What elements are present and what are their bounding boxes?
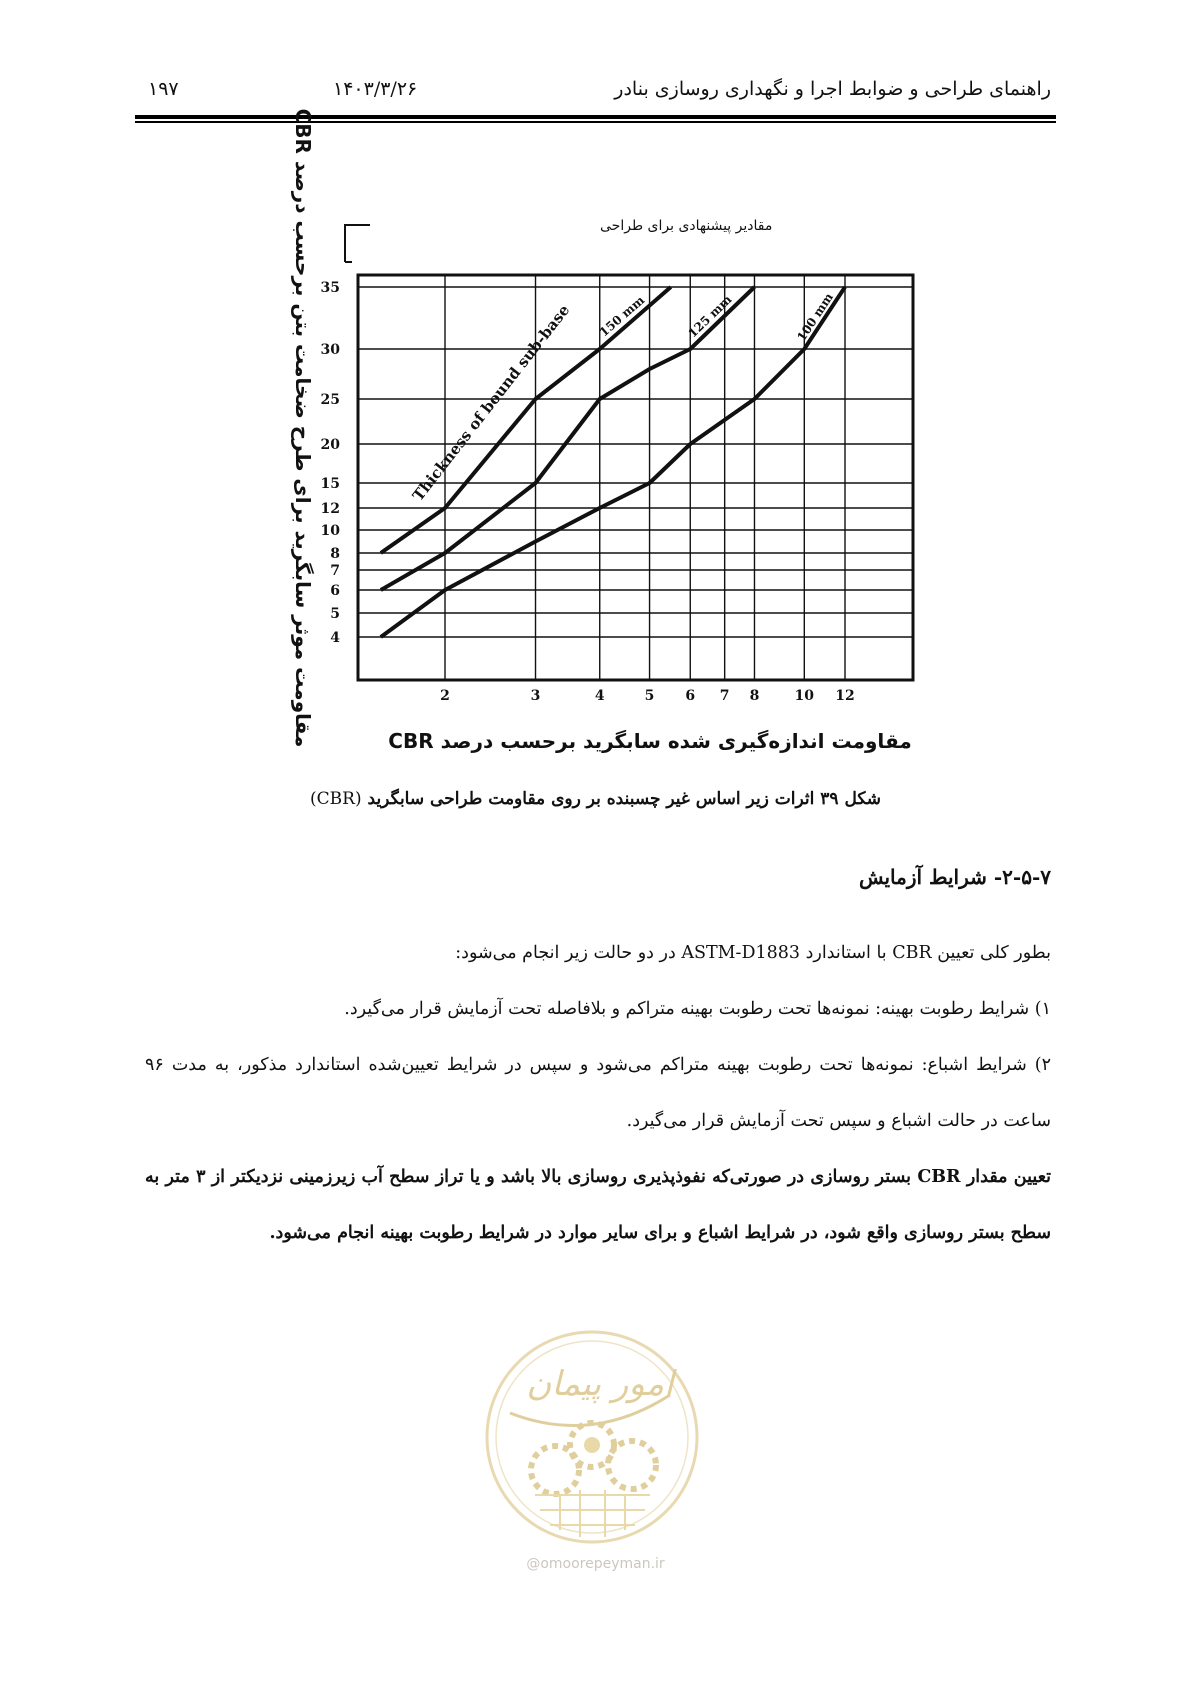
y-tick-20: 20 — [320, 437, 340, 453]
y-tick-25: 25 — [320, 392, 340, 408]
y-tick-4: 4 — [330, 630, 340, 646]
y-tick-12: 12 — [320, 501, 340, 517]
series-label-1: 125 mm — [685, 292, 735, 341]
design-note: مقادیر پیشنهادی برای طراحی — [600, 218, 773, 234]
series-line-0 — [381, 287, 671, 553]
x-tick-6: 6 — [685, 688, 696, 704]
figure-caption — [0, 789, 1191, 809]
x-tick-8: 8 — [749, 688, 760, 704]
header-title: راهنمای طراحی و ضوابط اجرا و نگهداری روسازی بنادر — [614, 78, 1051, 100]
sub-base-label: Thickness of bound sub-base — [408, 301, 574, 505]
y-tick-5: 5 — [330, 606, 340, 622]
x-axis-label: مقاومت اندازه‌گیری شده سابگرید برحسب درصد CBR — [388, 729, 912, 753]
y-tick-labels — [321, 280, 341, 646]
design-bracket — [345, 225, 370, 262]
watermark-site: @omoorepeyman.ir — [526, 1556, 665, 1572]
y-tick-6: 6 — [330, 583, 340, 599]
header-date: ۱۴۰۳/۳/۲۶ — [333, 78, 418, 100]
x-tick-3: 3 — [530, 688, 541, 704]
watermark-logo — [480, 1325, 705, 1560]
caption-text: شکل ۳۹ اثرات زیر اساس غیر چسبنده بر روی مقاومت طراحی سابگرید — [367, 789, 881, 809]
y-tick-15: 15 — [320, 476, 340, 492]
cbr-chart — [0, 0, 1191, 770]
x-tick-12: 12 — [835, 688, 855, 704]
x-tick-10: 10 — [794, 688, 815, 704]
item-1: ۱) شرایط رطوبت بهینه: نمونه‌ها تحت رطوبت بهینه متراکم و بلافاصله تحت آزمایش قرار می‌گیرد. — [344, 999, 1051, 1019]
section-title: ۲-۵-۷- شرایط آزمایش — [858, 865, 1051, 889]
intro-paragraph: بطور کلی تعیین CBR با استاندارد ASTM-D1883 در دو حالت زیر انجام می‌شود: — [455, 943, 1051, 963]
page-number: ۱۹۷ — [148, 78, 179, 100]
x-tick-5: 5 — [644, 688, 655, 704]
x-tick-2: 2 — [440, 688, 450, 704]
x-tick-4: 4 — [594, 688, 605, 704]
y-tick-30: 30 — [320, 342, 340, 358]
y-tick-8: 8 — [330, 546, 340, 562]
caption-code: (CBR) — [310, 789, 362, 809]
watermark-logo-text: امور پیمان — [526, 1364, 674, 1404]
y-axis-label: مقاومت موثر سابگرید برای طرح ضخامت بتن برحسب درصد CBR — [291, 108, 315, 748]
y-tick-10: 10 — [320, 523, 340, 539]
bold-paragraph: تعیین مقدار CBR بستر روسازی در صورتی‌که نفوذپذیری روسازی بالا باشد و یا تراز سطح آب زیرزمینی نزدیکتر از ۳ متر به سطح بستر روسازی واقع شود، در شرایط اشباع و برای سایر موارد در شرایط رطوبت بهینه انجام می‌شود. — [145, 1167, 1052, 1243]
series-label-0: 150 mm — [596, 293, 648, 340]
x-tick-7: 7 — [719, 688, 730, 704]
series-label-2: 100 mm — [794, 290, 837, 344]
x-tick-labels — [440, 688, 855, 704]
y-tick-7: 7 — [330, 563, 340, 579]
y-tick-35: 35 — [320, 280, 340, 296]
item-2: ۲) شرایط اشباع: نمونه‌ها تحت رطوبت بهینه متراکم می‌شود و سپس در شرایط تعیین‌شده استاندارد مذکور، به مدت ۹۶ ساعت در حالت اشباع و سپس تحت آزمایش قرار می‌گیرد. — [145, 1055, 1051, 1131]
curve-labels — [597, 290, 836, 344]
